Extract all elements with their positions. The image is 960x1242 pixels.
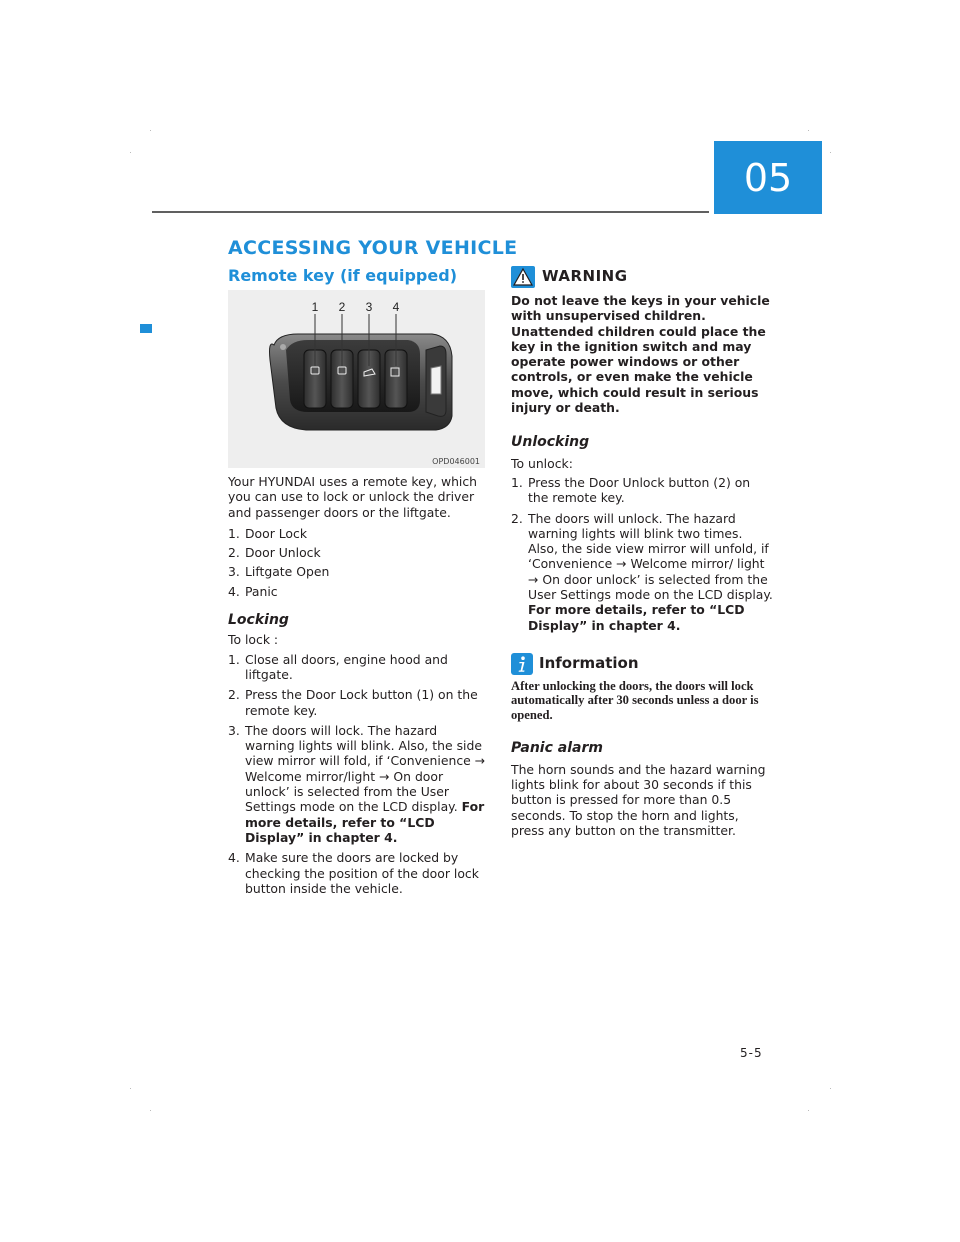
list-text: Press the Door Unlock button (2) on the remote key. <box>528 474 751 506</box>
unlocking-steps <box>511 475 773 633</box>
locking-heading: Locking <box>228 612 289 629</box>
list-number: 1. <box>511 474 523 490</box>
information-title: Information <box>539 654 639 673</box>
step-text: The doors will unlock. The hazard warning lights will blink two times. Also, the side view mirror will unfold, if ‘Convenience → Welcome mirror/ light → On door unlock’ is selected from the User Settings mode on the LCD display. <box>528 510 773 603</box>
list-text <box>528 511 773 633</box>
button-list <box>228 526 488 599</box>
crop-mark <box>150 1110 151 1111</box>
information-icon <box>511 653 533 675</box>
list-item <box>228 584 488 599</box>
list-item <box>511 475 773 506</box>
information-header <box>511 653 773 675</box>
crop-mark <box>808 1110 809 1111</box>
list-text <box>245 723 488 845</box>
list-item <box>228 723 488 845</box>
list-item <box>228 850 488 896</box>
list-number: 4. <box>228 583 240 599</box>
list-item <box>228 687 488 718</box>
warning-header <box>511 266 773 288</box>
list-item <box>511 511 773 633</box>
list-item <box>228 652 488 683</box>
cross-reference: For more details, refer to “LCD Display” in chapter 4. <box>245 799 485 845</box>
left-column <box>228 474 488 896</box>
list-number: 1. <box>228 651 240 667</box>
right-column <box>511 266 773 838</box>
list-text: Close all doors, engine hood and liftgate. <box>245 651 448 682</box>
header-rule <box>152 211 709 213</box>
chapter-tab <box>714 141 822 214</box>
intro-paragraph: Your HYUNDAI uses a remote key, which you can use to lock or unlock the driver and passenger doors or the liftgate. <box>228 474 478 520</box>
list-number: 2. <box>228 687 240 703</box>
information-text: After unlocking the doors, the doors will lock automatically after 30 seconds unless a door is opened. <box>511 678 759 722</box>
list-number: 1. <box>228 525 240 541</box>
locking-lead: To lock : <box>228 632 279 648</box>
list-number: 2. <box>228 545 240 561</box>
list-text: Door Lock <box>245 525 307 541</box>
list-item <box>228 564 488 579</box>
crop-mark <box>130 152 131 153</box>
list-item <box>228 545 488 560</box>
list-item <box>228 526 488 541</box>
cross-reference: For more details, refer to “LCD Display” in chapter 4. <box>528 602 745 633</box>
panic-text: The horn sounds and the hazard warning lights blink for about 30 seconds if this button is pressed for more than 0.5 seconds. To stop the horn and lights, press any button on the transmitter. <box>511 761 766 838</box>
list-number: 3. <box>228 564 240 580</box>
crop-mark <box>808 130 809 131</box>
list-number: 2. <box>511 510 523 526</box>
callout-3: 3 <box>365 300 373 314</box>
crop-mark <box>150 130 151 131</box>
list-text: Liftgate Open <box>245 564 330 580</box>
step-text: The doors will lock. The hazard warning lights will blink. Also, the side view mirror will fold, if ‘Convenience → Welcome mirror/light → On door unlock’ is selected from the User Settings mode on the LCD display. <box>245 722 486 815</box>
unlocking-lead: To unlock: <box>511 455 573 471</box>
unlocking-heading: Unlocking <box>511 434 590 451</box>
list-text: Panic <box>245 583 278 599</box>
warning-text: Do not leave the keys in your vehicle with unsupervised children. Unattended children could place the key in the ignition switch and may operate power windows or other controls, or even make the vehicle move, which could result in serious injury or death. <box>511 293 770 416</box>
crop-mark <box>130 1088 131 1089</box>
warning-title: WARNING <box>542 267 628 286</box>
list-number: 3. <box>228 722 240 738</box>
remote-key-illustration <box>228 290 485 468</box>
side-marker <box>140 324 152 333</box>
locking-steps <box>228 652 488 896</box>
list-text: Make sure the doors are locked by checking the position of the door lock button inside the vehicle. <box>245 850 479 896</box>
list-text: Press the Door Lock button (1) on the remote key. <box>245 687 478 718</box>
warning-triangle-icon <box>511 266 535 288</box>
callout-2: 2 <box>338 300 346 314</box>
crop-mark <box>830 1088 831 1089</box>
list-text: Door Unlock <box>245 545 321 561</box>
section-title: ACCESSING YOUR VEHICLE <box>228 237 518 259</box>
remote-key-figure <box>228 290 485 468</box>
figure-code: OPD046001 <box>432 457 480 466</box>
subsection-title: Remote key (if equipped) <box>228 266 457 285</box>
panic-heading: Panic alarm <box>511 740 603 757</box>
chapter-number: 05 <box>743 155 793 200</box>
page-number: 5-5 <box>740 1046 763 1060</box>
crop-mark <box>830 152 831 153</box>
list-number: 4. <box>228 850 240 866</box>
callout-4: 4 <box>392 300 400 314</box>
callout-1: 1 <box>311 300 319 314</box>
